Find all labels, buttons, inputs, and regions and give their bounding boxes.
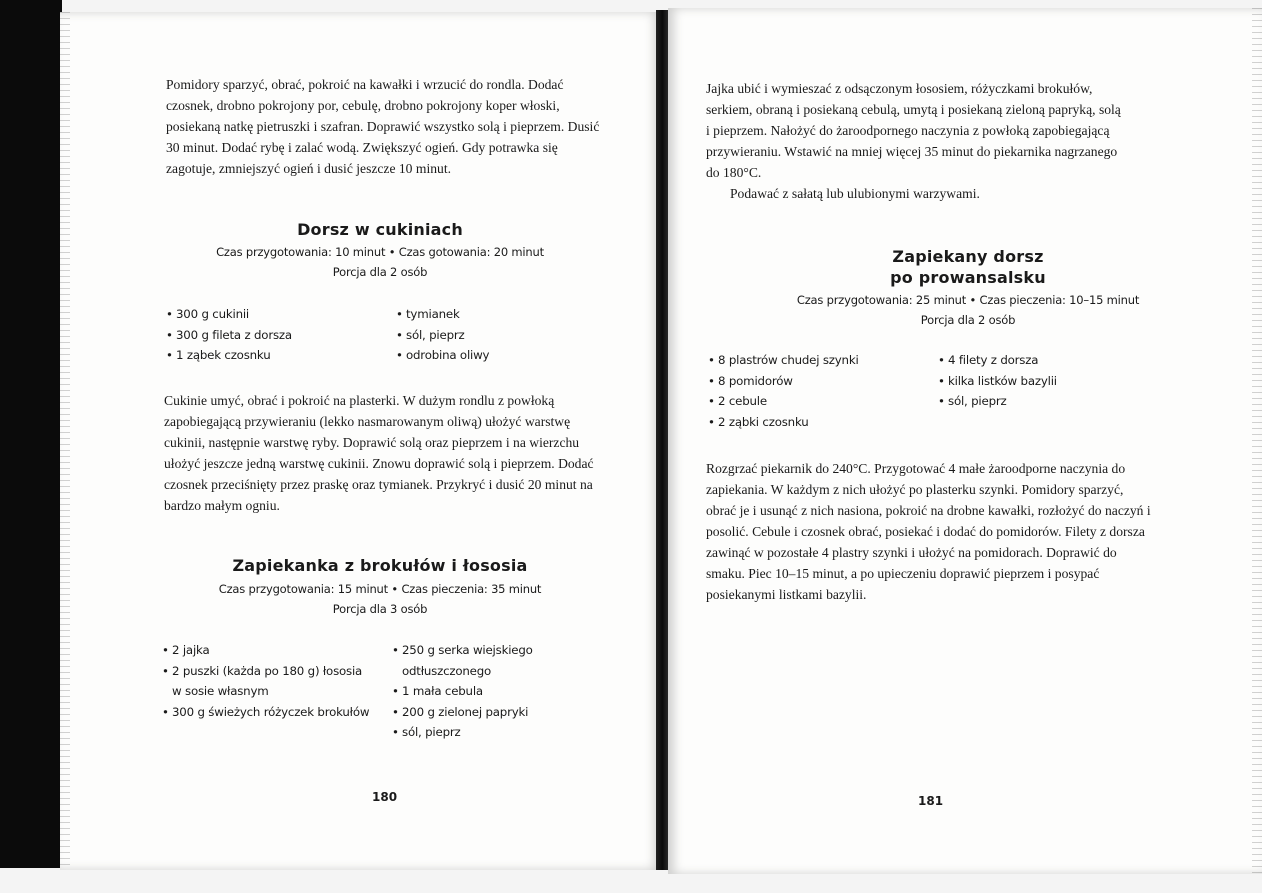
ingredients-list-col2 bbox=[938, 350, 1158, 412]
recipe-title-line1: Zapiekany dorsz bbox=[892, 247, 1044, 266]
ingredients-list-col1 bbox=[162, 640, 372, 722]
recipe-times: Czas przygotowania: 25 minut • Czas pieczenia: 10–15 minut bbox=[796, 293, 1140, 307]
intro-paragraph: Pomidory sparzyć, obrać, pokroić na kawałki i wrzucić do rondla. Dodać czosnek, drobno pokrojony por, cebulę, drobno pokrojony koper włoski, posiekaną natkę pietruszki i szafran. Doprawić wszystko solą i pieprzem. Dusić 30 minut. Dodać rybę i zalać wodą. Zwiększyć ogień. Gdy potrawka się zagotuje, zmniejszyć ogień i dusić jeszcze 10 minut. bbox=[166, 77, 600, 176]
recipe-times: Czas przygotowania: 15 minut • Czas pieczenia: 35 minut bbox=[218, 582, 542, 596]
ingredient-item: • 300 g fileta z dorsza bbox=[166, 325, 386, 346]
left-page-speckle bbox=[60, 12, 70, 870]
ingredient-item: • kilka listków bazylii bbox=[938, 371, 1158, 392]
ingredient-item: • sól, pieprz bbox=[392, 722, 592, 743]
ingredients-list-col1 bbox=[166, 304, 386, 366]
recipe-title-line2: po prowansalsku bbox=[890, 268, 1046, 287]
continued-paragraph: Jajka ubić i wymieszać z odsączonym łososiem, różyczkami brokułów, serkiem, obraną i posiekaną cebulą, umytą i posiekaną zieloną papryką, solą i pieprzem. Nałożyć do żaroodpornego naczynia z powłoką zapobiegającą przywieraniu. Wstawić na mniej więcej 35 minut do piekarnika nagrzanego do 180°C. bbox=[706, 81, 1121, 180]
recipe-method: Rozgrzać piekarnik do 240°C. Przygotować 4 małe żaroodporne naczynia do zapiekania. W każdym z nich ułożyć po plasterku szynki. Pomidory sparzyć, obrać je i usunąć z nich nasiona, pokroić na drobne kawałki, rozłożyć do naczyń i posolić. Cebule i czosnek obrać, posiekać i dodać do pomidorów. Filety z dorsza zawinąć w pozostałe 4 plastry szynki i ułożyć na pomidorach. Doprawić do smaku. Piec 10–15 minut, a po upieczeniu doprawić pieprzem i posypać posiekanymi listkami bazylii. bbox=[706, 461, 1151, 602]
page-number: 181 bbox=[918, 794, 944, 808]
serving-note: Podawać z sałatą lub ulubionymi warzywami. bbox=[730, 186, 980, 201]
ingredient-item: • 2 cebule bbox=[708, 391, 938, 412]
recipe-servings: Porcja dla 2 osób bbox=[332, 265, 428, 279]
recipe-title-dorsz-w-cukiniach: Dorsz w cukiniach bbox=[297, 220, 463, 239]
ingredient-item: • 1 mała cebula bbox=[392, 681, 592, 702]
right-page-speckle bbox=[1252, 8, 1262, 874]
ingredient-item: • 300 g cukinii bbox=[166, 304, 386, 325]
recipe-title-zapiekanka: Zapiekanka z brokułów i łososia bbox=[232, 556, 528, 575]
ingredients-list-col2 bbox=[396, 304, 596, 366]
ingredient-item: • odrobina oliwy bbox=[396, 345, 596, 366]
ingredient-item: • 8 pomidorów bbox=[708, 371, 938, 392]
left-page bbox=[60, 12, 660, 870]
ingredient-item: • 200 g zielonej papryki bbox=[392, 702, 592, 723]
recipe-times: Czas przygotowania: 10 minut • Czas gotowania: 20 minut bbox=[216, 245, 544, 259]
scan-left-edge bbox=[0, 0, 62, 893]
ingredients-list-col1 bbox=[708, 350, 938, 432]
recipe-servings: Porcja dla 2 osób bbox=[920, 313, 1016, 327]
ingredient-item: • 250 g serka wiejskiego odtłuszczonego bbox=[392, 640, 592, 681]
page-number: 180 bbox=[372, 790, 398, 804]
ingredient-item: • 8 plastrów chudej szynki bbox=[708, 350, 938, 371]
ingredient-item: • sól, pieprz bbox=[938, 391, 1158, 412]
ingredients-list-col2 bbox=[392, 640, 592, 743]
ingredient-item: • 2 ząbki czosnku bbox=[708, 412, 938, 433]
recipe-servings: Porcja dla 3 osób bbox=[332, 602, 428, 616]
right-page bbox=[668, 8, 1262, 874]
ingredient-item: • 2 jajka bbox=[162, 640, 372, 661]
ingredient-item: • 4 filety z dorsza bbox=[938, 350, 1158, 371]
ingredient-item: • tymianek bbox=[396, 304, 596, 325]
recipe-method: Cukinie umyć, obrać i pokroić na plasterki. W dużym rondlu z powłoką zapobiegającą przywieraniu (lekko nasmarowanym oliwą) ułożyć warstwę cukinii, następnie warstwę ryby. Doprawić solą oraz pieprzem i na wierzchu ułożyć jeszcze jedną warstwę cukinii. Znowu doprawić solą i pieprzem. Dodać czosnek przeciśnięty przez praskę oraz tymianek. Przykryć i dusić 20 minut na bardzo małym ogniu. bbox=[164, 393, 594, 513]
ingredient-item: • sól, pieprz bbox=[396, 325, 596, 346]
ingredient-item: • 2 puszki (każda po 180 g) łososia w sosie własnym bbox=[162, 661, 372, 702]
ingredient-item: • 300 g świeżych różyczek brokułów bbox=[162, 702, 372, 723]
ingredient-item: • 1 ząbek czosnku bbox=[166, 345, 386, 366]
